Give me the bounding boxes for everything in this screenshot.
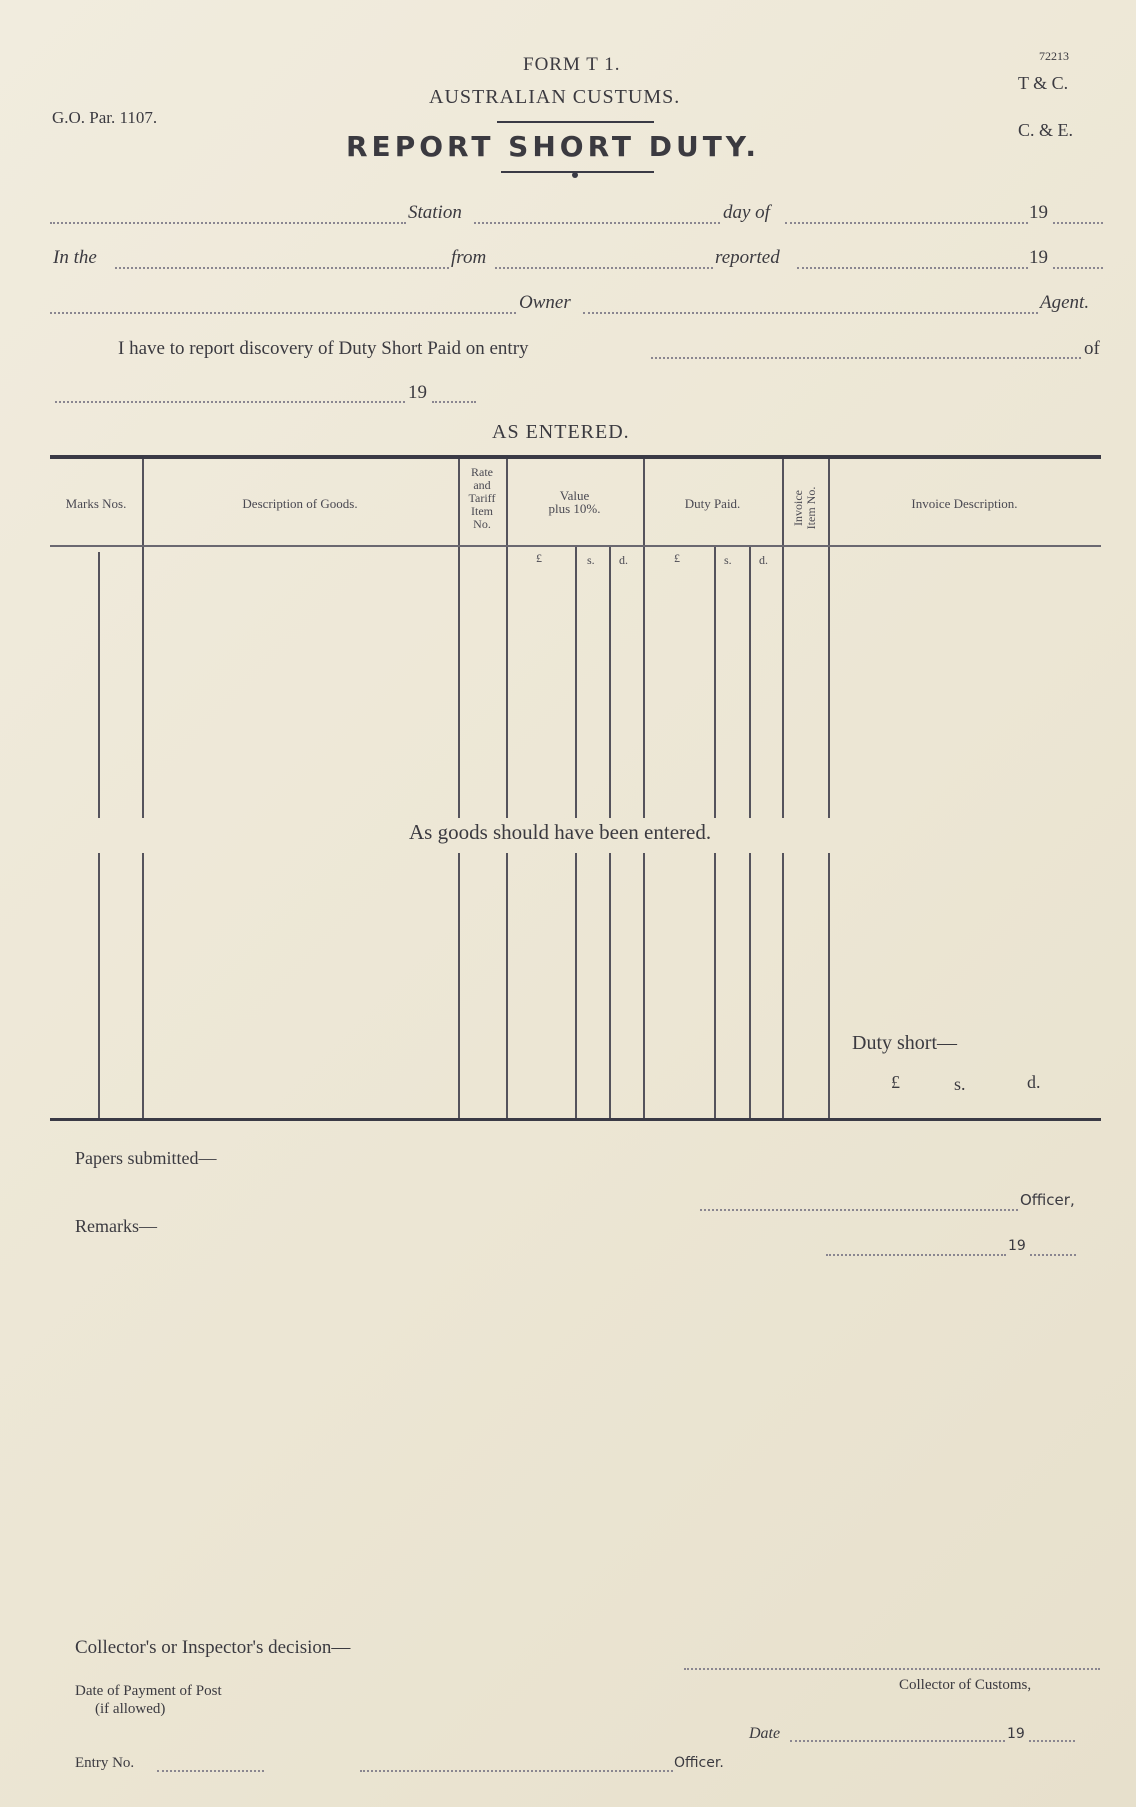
header-marks-nos: Marks Nos.: [65, 496, 127, 511]
table-bottom-rule: [50, 1118, 1101, 1121]
from-blank: [495, 267, 713, 269]
body-sep: [575, 853, 577, 1118]
year-label-5: 19: [1007, 1726, 1025, 1742]
entry-no-blank: [157, 1770, 264, 1772]
body-sep: [98, 552, 100, 818]
date-payment-label: Date of Payment of Post: [75, 1683, 222, 1699]
rate-line: Tariff: [468, 491, 496, 505]
owner-label: Owner: [519, 292, 571, 313]
duty-short-shilling: s.: [954, 1074, 966, 1094]
year-label-2: 19: [1029, 247, 1048, 268]
year-blank-3: [432, 401, 476, 403]
body-sep: [506, 547, 508, 818]
body-sep: [506, 853, 508, 1118]
duty-pound-label: £: [674, 551, 680, 565]
value-line: plus 10%.: [548, 501, 601, 516]
body-sep: [749, 853, 751, 1118]
vessel-blank: [115, 267, 449, 269]
body-sep: [828, 853, 830, 1118]
body-sep: [458, 547, 460, 818]
invoice-item-line: Item No.: [804, 486, 818, 530]
year-label-3: 19: [408, 382, 427, 403]
rate-line: No.: [473, 517, 491, 531]
owner-blank: [50, 312, 516, 314]
body-sep: [828, 547, 830, 818]
header-value: [506, 489, 643, 515]
decision-label: Collector's or Inspector's decision—: [75, 1637, 351, 1658]
table-top-rule: [50, 455, 1101, 459]
officer-label: Officer,: [1020, 1191, 1075, 1209]
body-sep: [714, 547, 716, 818]
header-description: Description of Goods.: [242, 496, 358, 511]
rate-line: and: [473, 478, 491, 492]
year-blank-4: [1030, 1254, 1076, 1256]
should-have-entered-heading: As goods should have been entered.: [409, 820, 712, 844]
duty-pence-label: d.: [759, 553, 768, 567]
officer-signature-blank: [700, 1209, 1018, 1211]
header-invoice-description: Invoice Description.: [911, 496, 1018, 511]
body-sep: [643, 547, 645, 818]
body-sep: [575, 547, 577, 818]
as-entered-heading: AS ENTERED.: [492, 421, 630, 443]
duty-short-label: Duty short—: [852, 1032, 957, 1054]
body-sep: [643, 853, 645, 1118]
year-blank-2: [1053, 267, 1103, 269]
from-label: from: [451, 247, 487, 268]
header-rate-tariff: [458, 466, 506, 531]
officer-date-blank: [826, 1254, 1006, 1256]
year-blank-1: [1053, 222, 1103, 224]
remarks-label: Remarks—: [75, 1216, 157, 1236]
duty-short-pound: £: [891, 1072, 900, 1092]
entry-no-label: Entry No.: [75, 1755, 135, 1771]
body-sep: [609, 547, 611, 818]
title-rule-top: [497, 121, 654, 123]
station-label: Station: [408, 202, 462, 223]
reported-blank: [797, 267, 1028, 269]
agent-blank: [583, 312, 1038, 314]
station-value-blank: [474, 222, 720, 224]
code-t-and-c: T & C.: [1018, 73, 1069, 93]
reported-label: reported: [715, 247, 780, 268]
of-label: of: [1084, 338, 1100, 359]
agent-label: Agent.: [1040, 292, 1090, 313]
date-label: Date: [749, 1725, 781, 1742]
body-sep: [142, 547, 144, 818]
in-the-label: In the: [53, 247, 97, 268]
report-statement: I have to report discovery of Duty Short Paid on entry: [118, 338, 529, 359]
body-sep: [142, 853, 144, 1118]
body-sep: [458, 853, 460, 1118]
body-sep: [782, 547, 784, 818]
body-sep: [609, 853, 611, 1118]
day-blank: [785, 222, 1028, 224]
report-title: REPORT SHORT DUTY.: [346, 130, 761, 163]
rate-line: Item: [471, 504, 493, 518]
value-pound-label: £: [536, 551, 542, 565]
form-number: FORM T 1.: [523, 54, 621, 75]
officer-2-label: Officer.: [674, 1755, 724, 1771]
body-sep: [749, 547, 751, 818]
body-sep: [782, 853, 784, 1118]
duty-short-pence: d.: [1027, 1072, 1041, 1092]
collector-label: Collector of Customs,: [899, 1677, 1032, 1693]
station-blank: [50, 222, 406, 224]
code-c-and-e: C. & E.: [1018, 120, 1074, 140]
title-rule-dot: [572, 172, 578, 178]
body-sep: [98, 853, 100, 1118]
reference-code: G.O. Par. 1107.: [52, 108, 158, 127]
serial-number: 72213: [1039, 49, 1069, 63]
rate-line: Rate: [471, 465, 493, 479]
entry-blank: [651, 357, 1081, 359]
header-invoice-item: [781, 477, 829, 539]
year-label-4: 19: [1008, 1238, 1026, 1254]
value-pence-label: d.: [619, 553, 628, 567]
invoice-item-line: Invoice: [791, 490, 805, 526]
if-allowed-label: (if allowed): [95, 1701, 166, 1717]
department-name: AUSTRALIAN CUSTUMS.: [429, 86, 681, 108]
papers-submitted-label: Papers submitted—: [75, 1148, 217, 1168]
duty-shilling-label: s.: [724, 553, 732, 567]
date-blank: [55, 401, 405, 403]
year-label-1: 19: [1029, 202, 1048, 223]
header-duty-paid: Duty Paid.: [684, 496, 741, 511]
collector-signature-blank: [684, 1668, 1100, 1670]
day-of-label: day of: [723, 202, 770, 223]
officer-2-blank: [360, 1770, 673, 1772]
value-line: Value: [559, 488, 590, 503]
value-shilling-label: s.: [587, 553, 595, 567]
body-sep: [714, 853, 716, 1118]
date-value-blank: [790, 1740, 1005, 1742]
year-blank-5: [1029, 1740, 1075, 1742]
invoice-item-rotated: [792, 487, 818, 530]
